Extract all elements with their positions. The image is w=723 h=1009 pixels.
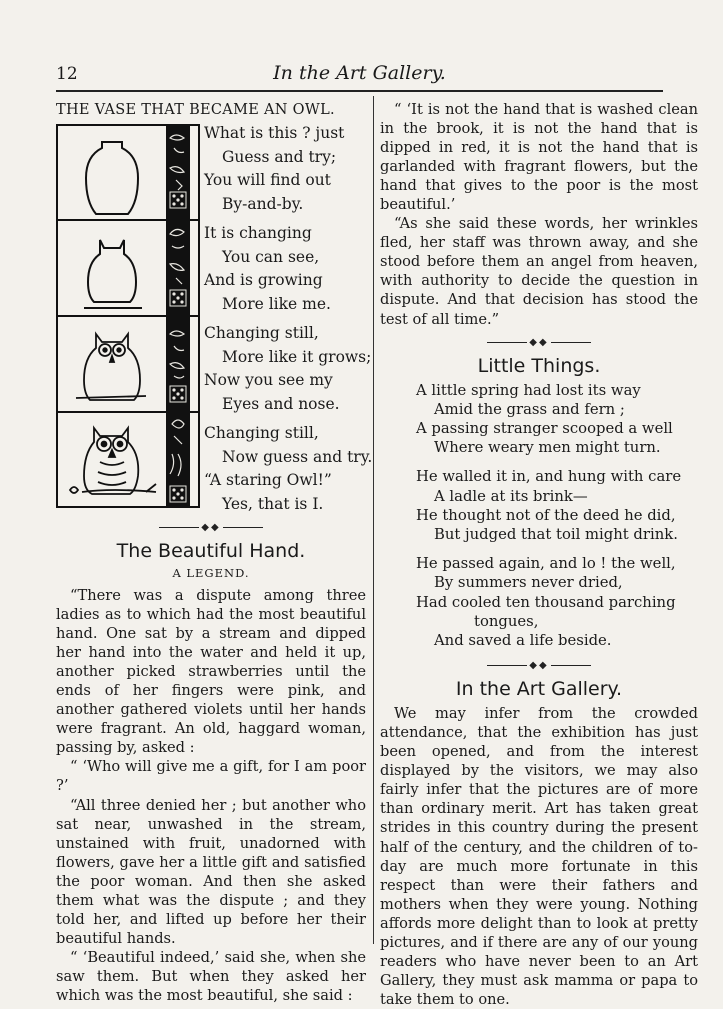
section-ornament: ◆◆ [380,337,698,349]
poem-line: A little spring had lost its way [416,381,641,399]
hand-paragraph: “ ‘Beautiful indeed,’ said she, when she saw them. But when they asked her which was the most beautiful, she said : [56,948,366,1004]
poem-line: Guess and try; [222,147,337,166]
gallery-paragraph: We may infer from the crowded attendance, that the exhibition has just been opened, and from the interest displayed by the visitors, we may also fairly infer that the pictures are of more than ordinary merit. Art has taken great strides in this country during the present half of the century, and the children of to-day are much more fortunate in this respect than were their fathers and mothers when they were young. Nothing affords more delight than to look at pretty pictures, and if there are any of our young readers who have never been to an Art Gallery, they must ask mamma or papa to take them to one. [380,705,698,1008]
poem-line: “A staring Owl!” [204,471,332,489]
poem-line: Where weary men might turn. [434,439,661,457]
poem-line: He walled it in, and hung with care [416,468,682,486]
poem-line: But judged that toil might drink. [434,525,678,543]
poem-line: Amid the grass and fern ; [434,400,625,418]
poem-line: He thought not of the deed he did, [416,506,676,524]
section-ornament: ◆◆ [380,660,698,672]
poem-line: Changing still, [204,324,319,342]
vase-to-owl-illustration [56,124,200,508]
poem-line: And saved a life beside. [434,632,612,649]
poem-line: A ladle at its brink— [434,487,588,505]
little-things-poem [380,381,698,651]
poem-line: Now guess and try. [222,447,373,466]
poem-line: He passed again, and lo ! the well, [416,555,676,573]
owl-forming-drawing [76,334,146,400]
little-things-title: Little Things. [477,354,601,377]
beautiful-hand-title: The Beautiful Hand. [116,540,306,562]
poem-line: And is growing [204,271,323,289]
running-head [56,62,663,92]
hand-paragraph: “ ‘Who will give me a gift, for I am poor ?’ [56,758,366,795]
poem-line: By summers never dried, [434,574,623,592]
poem-line: By-and-by. [222,194,304,213]
poem-line: A passing stranger scooped a well [416,419,673,437]
eared-vase-drawing [84,240,142,308]
poem-line: Eyes and nose. [222,394,340,413]
hand-paragraph: “All three denied her ; but another who sat near, unwashed in the stream, unstained with fruit, unadorned with flowers, gave her a little gift and satisfied the poor woman. And then she asked them what was the dispute ; and they told her, and lifted up before her their beautiful hands. [56,796,366,947]
poem-line: Now you see my [204,371,333,389]
vase-owl-section [56,122,373,522]
vase-poem [204,122,373,516]
hand-paragraph: “As she said these words, her wrinkles fled, her staff was thrown away, and she stood before them an angel from heaven, with authority to decide the question in dispute. And that decision has stood the test of all time.” [380,215,698,328]
poem-line: You will find out [204,171,331,189]
poem-line: Yes, that is I. [222,494,324,513]
right-column [380,100,698,1009]
poem-line: It is changing [204,224,312,242]
section-ornament: ◆◆ [56,522,366,534]
poem-line: More like me. [222,294,331,313]
owl-drawing [70,428,156,494]
running-title: In the Art Gallery. [273,62,446,84]
beautiful-hand-subtitle: A LEGEND. [172,566,250,580]
left-column [56,100,373,1005]
column-rule [373,96,374,944]
vase-poem-title: THE VASE THAT BECAME AN OWL. [56,102,335,118]
poem-line: tongues, [474,612,539,630]
art-gallery-title: In the Art Gallery. [455,678,623,701]
page-number: 12 [56,64,78,84]
poem-line: What is this ? just [204,124,345,142]
hand-paragraph: “ ‘It is not the hand that is washed clean in the brook, it is not the hand that is dipped in red, it is not the hand that is garlanded with fragrant flowers, but the hand that gives to the poor is the most beautiful.’ [380,101,698,214]
poem-line: Had cooled ten thousand parching [416,593,676,611]
poem-line: Changing still, [204,424,319,442]
vase-drawing [86,142,138,214]
poem-line: You can see, [222,247,320,266]
poem-line: More like it grows; [222,347,372,366]
hand-paragraph: “There was a dispute among three ladies as to which had the most beautiful hand. One sat by a stream and dipped her hand into the water and held it up, another picked strawberries until the ends of her fingers were pink, and another gathered violets until her hands were fragrant. An old, haggard woman, passing by, asked : [56,587,366,757]
